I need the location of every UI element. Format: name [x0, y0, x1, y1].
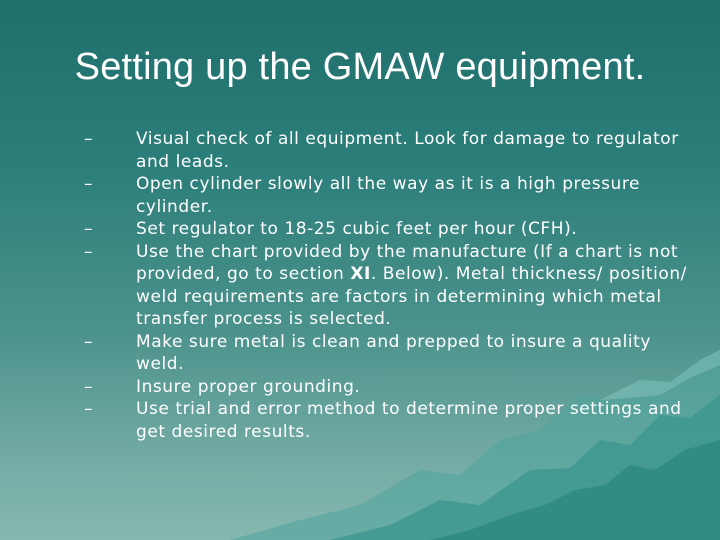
bullet-text: Use the chart provided by the manufacture (If a chart is not provided, go to section	[136, 241, 679, 284]
bullet-text: Make sure metal is clean and prepped to insure a quality weld.	[136, 331, 651, 374]
bullet-dash: –	[84, 376, 94, 397]
section-reference: XI	[350, 264, 371, 284]
bullet-text: Open cylinder slowly all the way as it is a high pressure cylinder.	[136, 174, 641, 217]
bullet-dash: –	[84, 331, 94, 352]
bullet-text: Visual check of all equipment. Look for damage to regulator and leads.	[136, 129, 679, 172]
bullet-text: Insure proper grounding.	[136, 376, 361, 397]
bullet-text: Set regulator to 18-25 cubic feet per hour (CFH).	[136, 219, 578, 239]
bullet-item	[60, 376, 700, 399]
bullet-dash: –	[84, 399, 94, 419]
bullet-item	[60, 241, 700, 331]
bullet-dash: –	[84, 241, 94, 262]
bullet-text: Use trial and error method to determine proper settings and get desired results.	[136, 399, 682, 442]
bullet-list	[60, 128, 700, 443]
bullet-item	[60, 218, 700, 241]
bullet-dash: –	[84, 219, 94, 239]
bullet-text-continued: . Below). Metal thickness/ position/ weld requirements are factors in determining which metal transfer process is selected.	[136, 264, 687, 329]
bullet-item	[60, 398, 700, 443]
bullet-item	[60, 173, 700, 218]
slide-title: Setting up the GMAW equipment.	[74, 46, 646, 88]
bullet-dash: –	[84, 129, 94, 149]
bullet-item	[60, 331, 700, 376]
bullet-item	[60, 128, 700, 173]
bullet-dash: –	[84, 174, 94, 194]
